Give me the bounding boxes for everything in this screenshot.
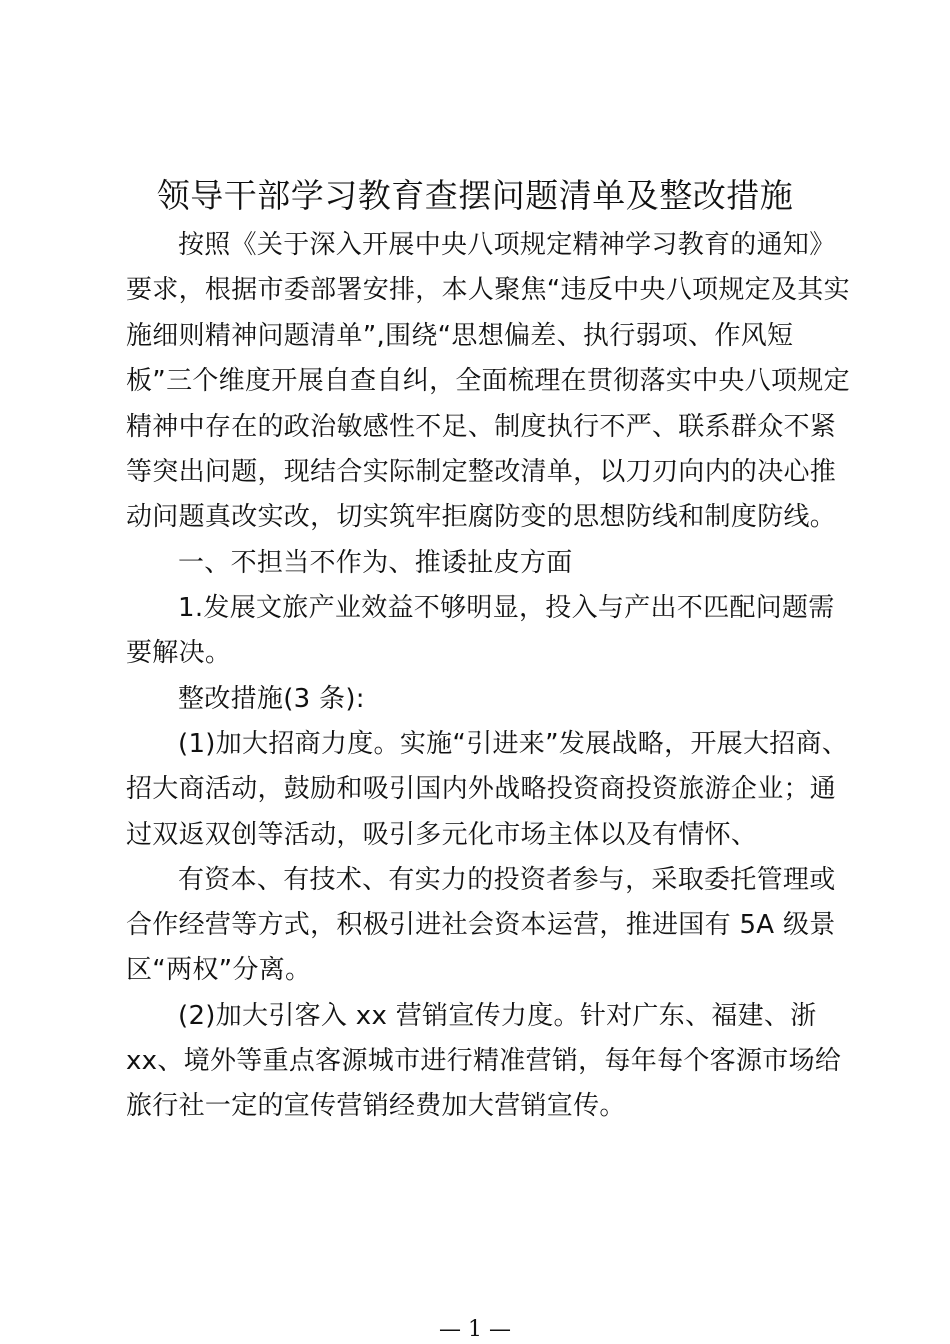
measure-1-line: 过双返双创等活动，吸引多元化市场主体以及有情怀、	[126, 820, 758, 850]
intro-line: 精神中存在的政治敏感性不足、制度执行不严、联系群众不紧	[126, 412, 837, 442]
measures-heading: 整改措施(3 条):	[178, 684, 365, 714]
problem-line: 1.发展文旅产业效益不够明显，投入与产出不匹配问题需	[178, 593, 835, 623]
intro-line: 板”三个维度开展自查自纠，全面梳理在贯彻落实中央八项规定	[126, 366, 850, 396]
page-number: — 1 —	[439, 1317, 511, 1342]
measure-2-line: xx、境外等重点客源城市进行精准营销，每年每个客源市场给	[126, 1046, 842, 1076]
intro-line: 等突出问题，现结合实际制定整改清单，以刀刃向内的决心推	[126, 457, 837, 487]
measure-2-line: 旅行社一定的宣传营销经费加大营销宣传。	[126, 1091, 626, 1121]
intro-line: 施细则精神问题清单”,围绕“思想偏差、执行弱项、作风短	[126, 321, 794, 351]
measure-1-line: (1)加大招商力度。实施“引进来”发展战略，开展大招商、	[178, 729, 849, 759]
measure-1-line: 合作经营等方式，积极引进社会资本运营，推进国有 5A 级景	[126, 910, 836, 940]
intro-line: 按照《关于深入开展中央八项规定精神学习教育的通知》	[178, 230, 836, 260]
document-title: 领导干部学习教育查摆问题清单及整改措施	[156, 176, 794, 215]
measure-1-line: 有资本、有技术、有实力的投资者参与，采取委托管理或	[178, 865, 836, 895]
measure-1-line: 招大商活动，鼓励和吸引国内外战略投资商投资旅游企业；通	[126, 774, 837, 804]
problem-line: 要解决。	[126, 638, 232, 668]
measure-1-line: 区“两权”分离。	[126, 955, 312, 985]
section-heading: 一、不担当不作为、推诿扯皮方面	[178, 548, 573, 578]
intro-line: 要求，根据市委部署安排，本人聚焦“违反中央八项规定及其实	[126, 275, 850, 305]
measure-2-line: (2)加大引客入 xx 营销宣传力度。针对广东、福建、浙	[178, 1001, 817, 1031]
intro-line: 动问题真改实改，切实筑牢拒腐防变的思想防线和制度防线。	[126, 502, 837, 532]
